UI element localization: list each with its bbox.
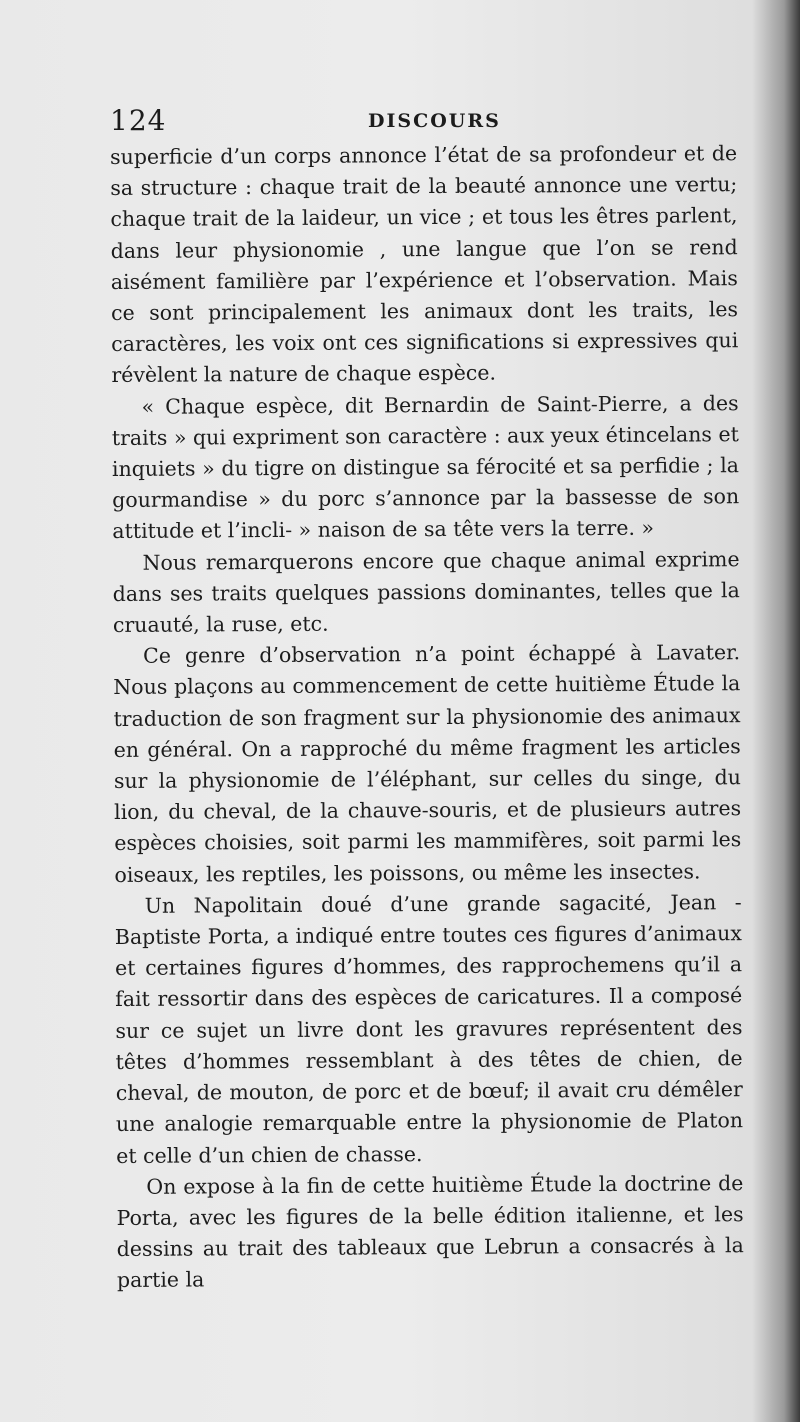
paragraph-quote-bernardin: « Chaque espèce, dit Bernardin de Saint-Pierre, a des traits » qui expriment son caractère : aux yeux étincelans et inquiets » du tigre on distingue sa férocité et sa perfidie ; la gourmandise » du porc s’annonce par la bassesse de son attitude et l’incli- » naison de sa tête vers la terre. » xyxy=(111,390,740,544)
body-text xyxy=(110,138,744,1296)
paragraph-continuation: superficie d’un corps annonce l’état de sa profondeur et de sa structure : chaque trait de la beauté annonce une vertu; chaque trait de la laideur, un vice ; et tous les êtres parlent, dans leur physionomie , une langue que l’on se rend aisément familière par l’expérience et l’observation. Mais ce sont principalement les animaux dont les traits, les caractères, les voix ont ces significations si expressives qui révèlent la nature de chaque espèce. xyxy=(110,141,739,388)
paragraph-lebrun: On expose à la fin de cette huitième Étude la doctrine de Porta, avec les figures de la belle édition italienne, et les dessins au trait des tableaux que Lebrun a consacrés à la partie la xyxy=(116,1170,744,1293)
paragraph-lavater: Ce genre d’observation n’a point échappé à Lavater. Nous plaçons au commencement de cette huitième Étude la traduction de son fragment sur la physionomie des animaux en général. On a rapproché du même fragment les articles sur la physionomie de l’éléphant, sur celles du singe, du lion, du cheval, de la chauve-souris, et de plusieurs autres espèces choisies, soit parmi les mammifères, soit parmi les oiseaux, les reptiles, les poissons, ou même les insectes. xyxy=(113,640,742,887)
paragraph-porta: Un Napolitain doué d’une grande sagacité, Jean - Baptiste Porta, a indiqué entre toutes ces figures d’animaux et certaines figures d’hommes, des rapprochemens qu’il a fait ressortir dans des espèces de caricatures. Il a composé sur ce sujet un livre dont les gravures représentent des têtes d’hommes ressemblant à des têtes de chien, de cheval, de mouton, de porc et de bœuf; il avait cru démêler une analogie remarquable entre la physionomie de Platon et celle d’un chien de chasse. xyxy=(114,890,744,1168)
paragraph-passions: Nous remarquerons encore que chaque animal exprime dans ses traits quelques passions dominantes, telles que la cruauté, la ruse, etc. xyxy=(112,546,740,638)
page-number: 124 xyxy=(110,104,167,137)
running-title: DISCOURS xyxy=(368,110,501,132)
